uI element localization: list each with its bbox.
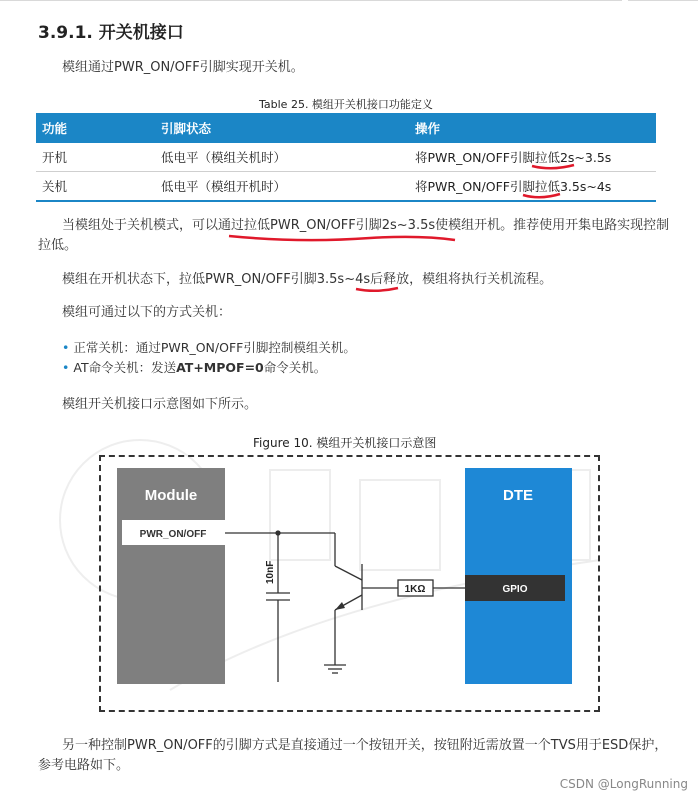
table-cell: 将PWR_ON/OFF引脚拉低3.5s~4s (409, 172, 656, 202)
emitter-arrow (335, 602, 345, 610)
at-command: AT+MPOF=0 (176, 360, 264, 375)
paragraph-power-on-cont: 拉低。 (38, 238, 78, 253)
paragraph-button-method-cont: 参考电路如下。 (38, 758, 130, 773)
table-cell: 低电平（模组关机时） (155, 143, 409, 172)
column-header: 引脚状态 (155, 113, 409, 143)
section-heading: 3.9.1. 开关机接口 (38, 23, 184, 43)
csdn-watermark: CSDN @LongRunning (559, 777, 688, 791)
dte-title: DTE (503, 487, 533, 504)
gpio-label: GPIO (502, 584, 528, 595)
table-cell: 开机 (36, 143, 155, 172)
figure-caption: Figure 10. 模组开关机接口示意图 (253, 436, 437, 450)
paragraph-shutdown-methods: 模组可通过以下的方式关机： (62, 305, 232, 320)
table-cell: 将PWR_ON/OFF引脚拉低2s~3.5s (409, 143, 656, 172)
bullet-icon: • (62, 340, 70, 355)
table-cell: 低电平（模组开机时） (155, 172, 409, 202)
table-caption: Table 25. 模组开关机接口功能定义 (259, 98, 433, 111)
pin-label: PWR_ON/OFF (139, 529, 207, 540)
wires (225, 531, 465, 682)
column-header: 操作 (409, 113, 656, 143)
paragraph-power-off: 模组在开机状态下，拉低PWR_ON/OFF引脚3.5s~4s后释放，模组将执行关机流程。 (62, 272, 553, 287)
column-header: 功能 (36, 113, 155, 143)
table-cell: 关机 (36, 172, 155, 202)
paragraph-diagram-intro: 模组开关机接口示意图如下所示。 (62, 397, 258, 412)
resistor-label: 1KΩ (404, 584, 426, 595)
bullet-icon: • (62, 360, 70, 375)
module-title: Module (144, 487, 198, 504)
capacitor-label: 10nF (265, 560, 276, 584)
paragraph-button-method: 另一种控制PWR_ON/OFF的引脚方式是直接通过一个按钮开关，按钮附近需放置一个TVS用于ESD保护， (62, 738, 668, 753)
paragraph-power-on: 当模组处于关机模式，可以通过拉低PWR_ON/OFF引脚2s~3.5s使模组开机。推荐使用开集电路实现控制 (62, 218, 670, 233)
intro-text: 模组通过PWR_ON/OFF引脚实现开关机。 (62, 60, 304, 75)
bullet-item-at: • AT命令关机：发送AT+MPOF=0命令关机。 (62, 360, 327, 375)
bullet-item-normal: • 正常关机：通过PWR_ON/OFF引脚控制模组关机。 (62, 340, 356, 355)
